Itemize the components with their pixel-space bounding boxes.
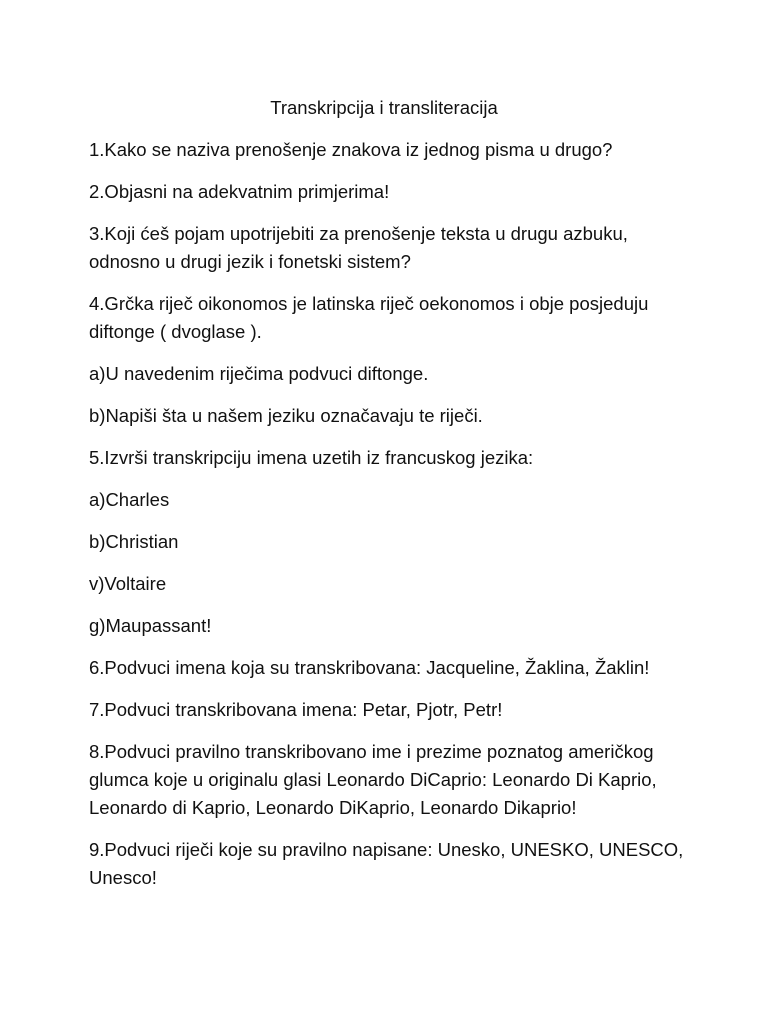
question-paragraph xyxy=(89,220,689,276)
text-line: a)U navedenim riječima podvuci diftonge. xyxy=(89,363,429,384)
question-paragraph xyxy=(89,402,689,430)
text-line: a)Charles xyxy=(89,489,170,510)
question-paragraph xyxy=(89,360,689,388)
text-line: 2.Objasni na adekvatnim primjerima! xyxy=(89,181,390,202)
question-paragraph xyxy=(89,528,689,556)
question-paragraph xyxy=(89,836,689,892)
question-paragraph xyxy=(89,654,689,682)
question-paragraph xyxy=(89,612,689,640)
text-line: diftonge ( dvoglase ). xyxy=(89,321,262,342)
question-paragraph xyxy=(89,570,689,598)
text-line: v)Voltaire xyxy=(89,573,167,594)
text-line: odnosno u drugi jezik i fonetski sistem? xyxy=(89,251,411,272)
text-line: 7.Podvuci transkribovana imena: Petar, Pjotr, Petr! xyxy=(89,699,503,720)
question-paragraph xyxy=(89,178,689,206)
text-line: b)Christian xyxy=(89,531,179,552)
text-line: 3.Koji ćeš pojam upotrijebiti za prenošenje teksta u drugu azbuku, xyxy=(89,223,628,244)
text-line: 8.Podvuci pravilno transkribovano ime i prezime poznatog američkog xyxy=(89,741,654,762)
document-body xyxy=(89,136,689,906)
text-line: Unesco! xyxy=(89,867,157,888)
text-line: 5.Izvrši transkripciju imena uzetih iz francuskog jezika: xyxy=(89,447,534,468)
text-line: 9.Podvuci riječi koje su pravilno napisane: Unesko, UNESKO, UNESCO, xyxy=(89,839,684,860)
question-paragraph xyxy=(89,696,689,724)
text-line: 1.Kako se naziva prenošenje znakova iz jednog pisma u drugo? xyxy=(89,139,613,160)
document-title: Transkripcija i transliteracija xyxy=(270,97,498,118)
text-line: Leonardo di Kaprio, Leonardo DiKaprio, Leonardo Dikaprio! xyxy=(89,797,577,818)
text-line: 4.Grčka riječ oikonomos je latinska riječ oekonomos i obje posjeduju xyxy=(89,293,649,314)
question-paragraph xyxy=(89,444,689,472)
question-paragraph xyxy=(89,290,689,346)
question-paragraph xyxy=(89,136,689,164)
text-line: glumca koje u originalu glasi Leonardo DiCaprio: Leonardo Di Kaprio, xyxy=(89,769,657,790)
text-line: g)Maupassant! xyxy=(89,615,212,636)
question-paragraph xyxy=(89,486,689,514)
text-line: 6.Podvuci imena koja su transkribovana: Jacqueline, Žaklina, Žaklin! xyxy=(89,657,650,678)
question-paragraph xyxy=(89,738,689,822)
text-line: b)Napiši šta u našem jeziku označavaju te riječi. xyxy=(89,405,483,426)
